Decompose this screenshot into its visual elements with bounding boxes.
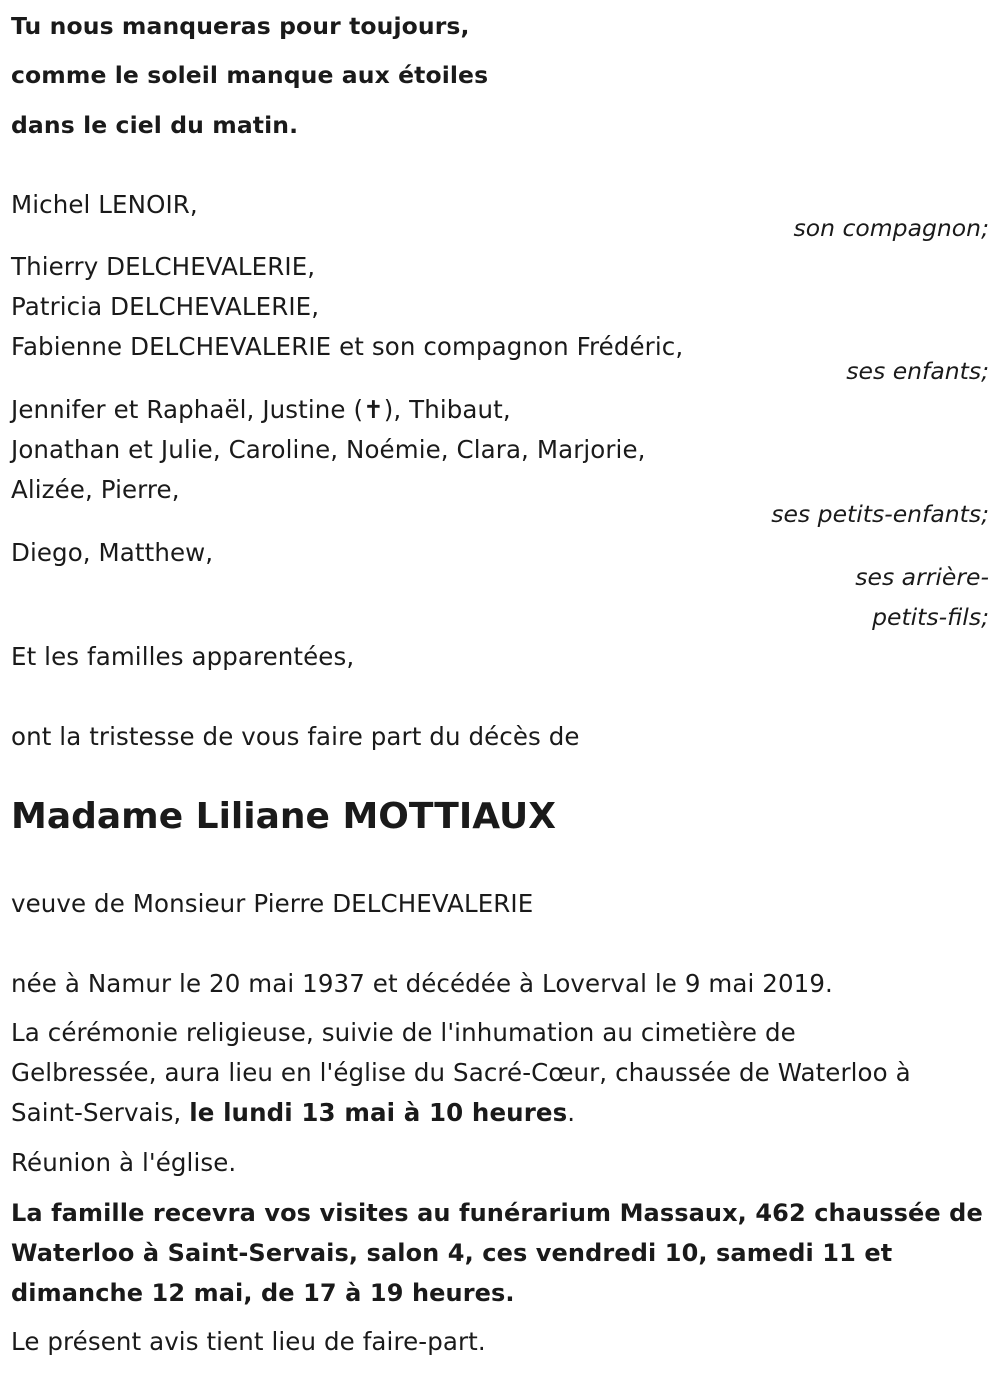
ceremony-place: Saint-Servais,	[11, 1098, 190, 1127]
child-2: Patricia DELCHEVALERIE,	[11, 292, 320, 321]
birth-death: née à Namur le 20 mai 1937 et décédée à Loverval le 9 mai 2019.	[11, 969, 833, 998]
ceremony-line-1: La cérémonie religieuse, suivie de l'inhumation au cimetière de	[11, 1018, 796, 1047]
ceremony-period: .	[567, 1098, 576, 1127]
ceremony-line-3	[11, 1093, 575, 1133]
visits-line-3: dimanche 12 mai, de 17 à 19 heures.	[11, 1279, 515, 1307]
children-role: ses enfants;	[846, 357, 989, 385]
grandchildren-line-2: Jonathan et Julie, Caroline, Noémie, Clara, Marjorie,	[11, 435, 646, 464]
child-1: Thierry DELCHEVALERIE,	[11, 252, 316, 281]
great-grandchildren-role-1: ses arrière-	[855, 563, 989, 591]
poem-line-1: Tu nous manqueras pour toujours,	[11, 12, 470, 40]
footer-note: Le présent avis tient lieu de faire-part.	[11, 1327, 486, 1356]
ceremony-line-2: Gelbressée, aura lieu en l'église du Sacré-Cœur, chaussée de Waterloo à	[11, 1058, 911, 1087]
child-3: Fabienne DELCHEVALERIE et son compagnon Frédéric,	[11, 332, 684, 361]
grandchildren-role: ses petits-enfants;	[771, 500, 989, 528]
widow-of: veuve de Monsieur Pierre DELCHEVALERIE	[11, 889, 534, 918]
great-grandchildren: Diego, Matthew,	[11, 538, 214, 567]
relatives: Et les familles apparentées,	[11, 642, 355, 671]
visits-line-2: Waterloo à Saint-Servais, salon 4, ces vendredi 10, samedi 11 et	[11, 1239, 893, 1267]
great-grandchildren-role-2: petits-fils;	[872, 603, 989, 631]
grandchildren-line-1: Jennifer et Raphaël, Justine (✝), Thibaut,	[11, 395, 511, 424]
announcement: ont la tristesse de vous faire part du décès de	[11, 722, 580, 751]
poem-line-2: comme le soleil manque aux étoiles	[11, 61, 489, 89]
deceased-name: Madame Liliane MOTTIAUX	[11, 796, 556, 837]
ceremony-date: le lundi 13 mai à 10 heures	[189, 1098, 568, 1127]
poem-line-3: dans le ciel du matin.	[11, 111, 299, 139]
visits-line-1: La famille recevra vos visites au funérarium Massaux, 462 chaussée de	[11, 1199, 983, 1227]
companion-name: Michel LENOIR,	[11, 190, 198, 219]
meeting: Réunion à l'église.	[11, 1148, 237, 1177]
grandchildren-line-3: Alizée, Pierre,	[11, 475, 180, 504]
companion-role: son compagnon;	[793, 214, 989, 242]
